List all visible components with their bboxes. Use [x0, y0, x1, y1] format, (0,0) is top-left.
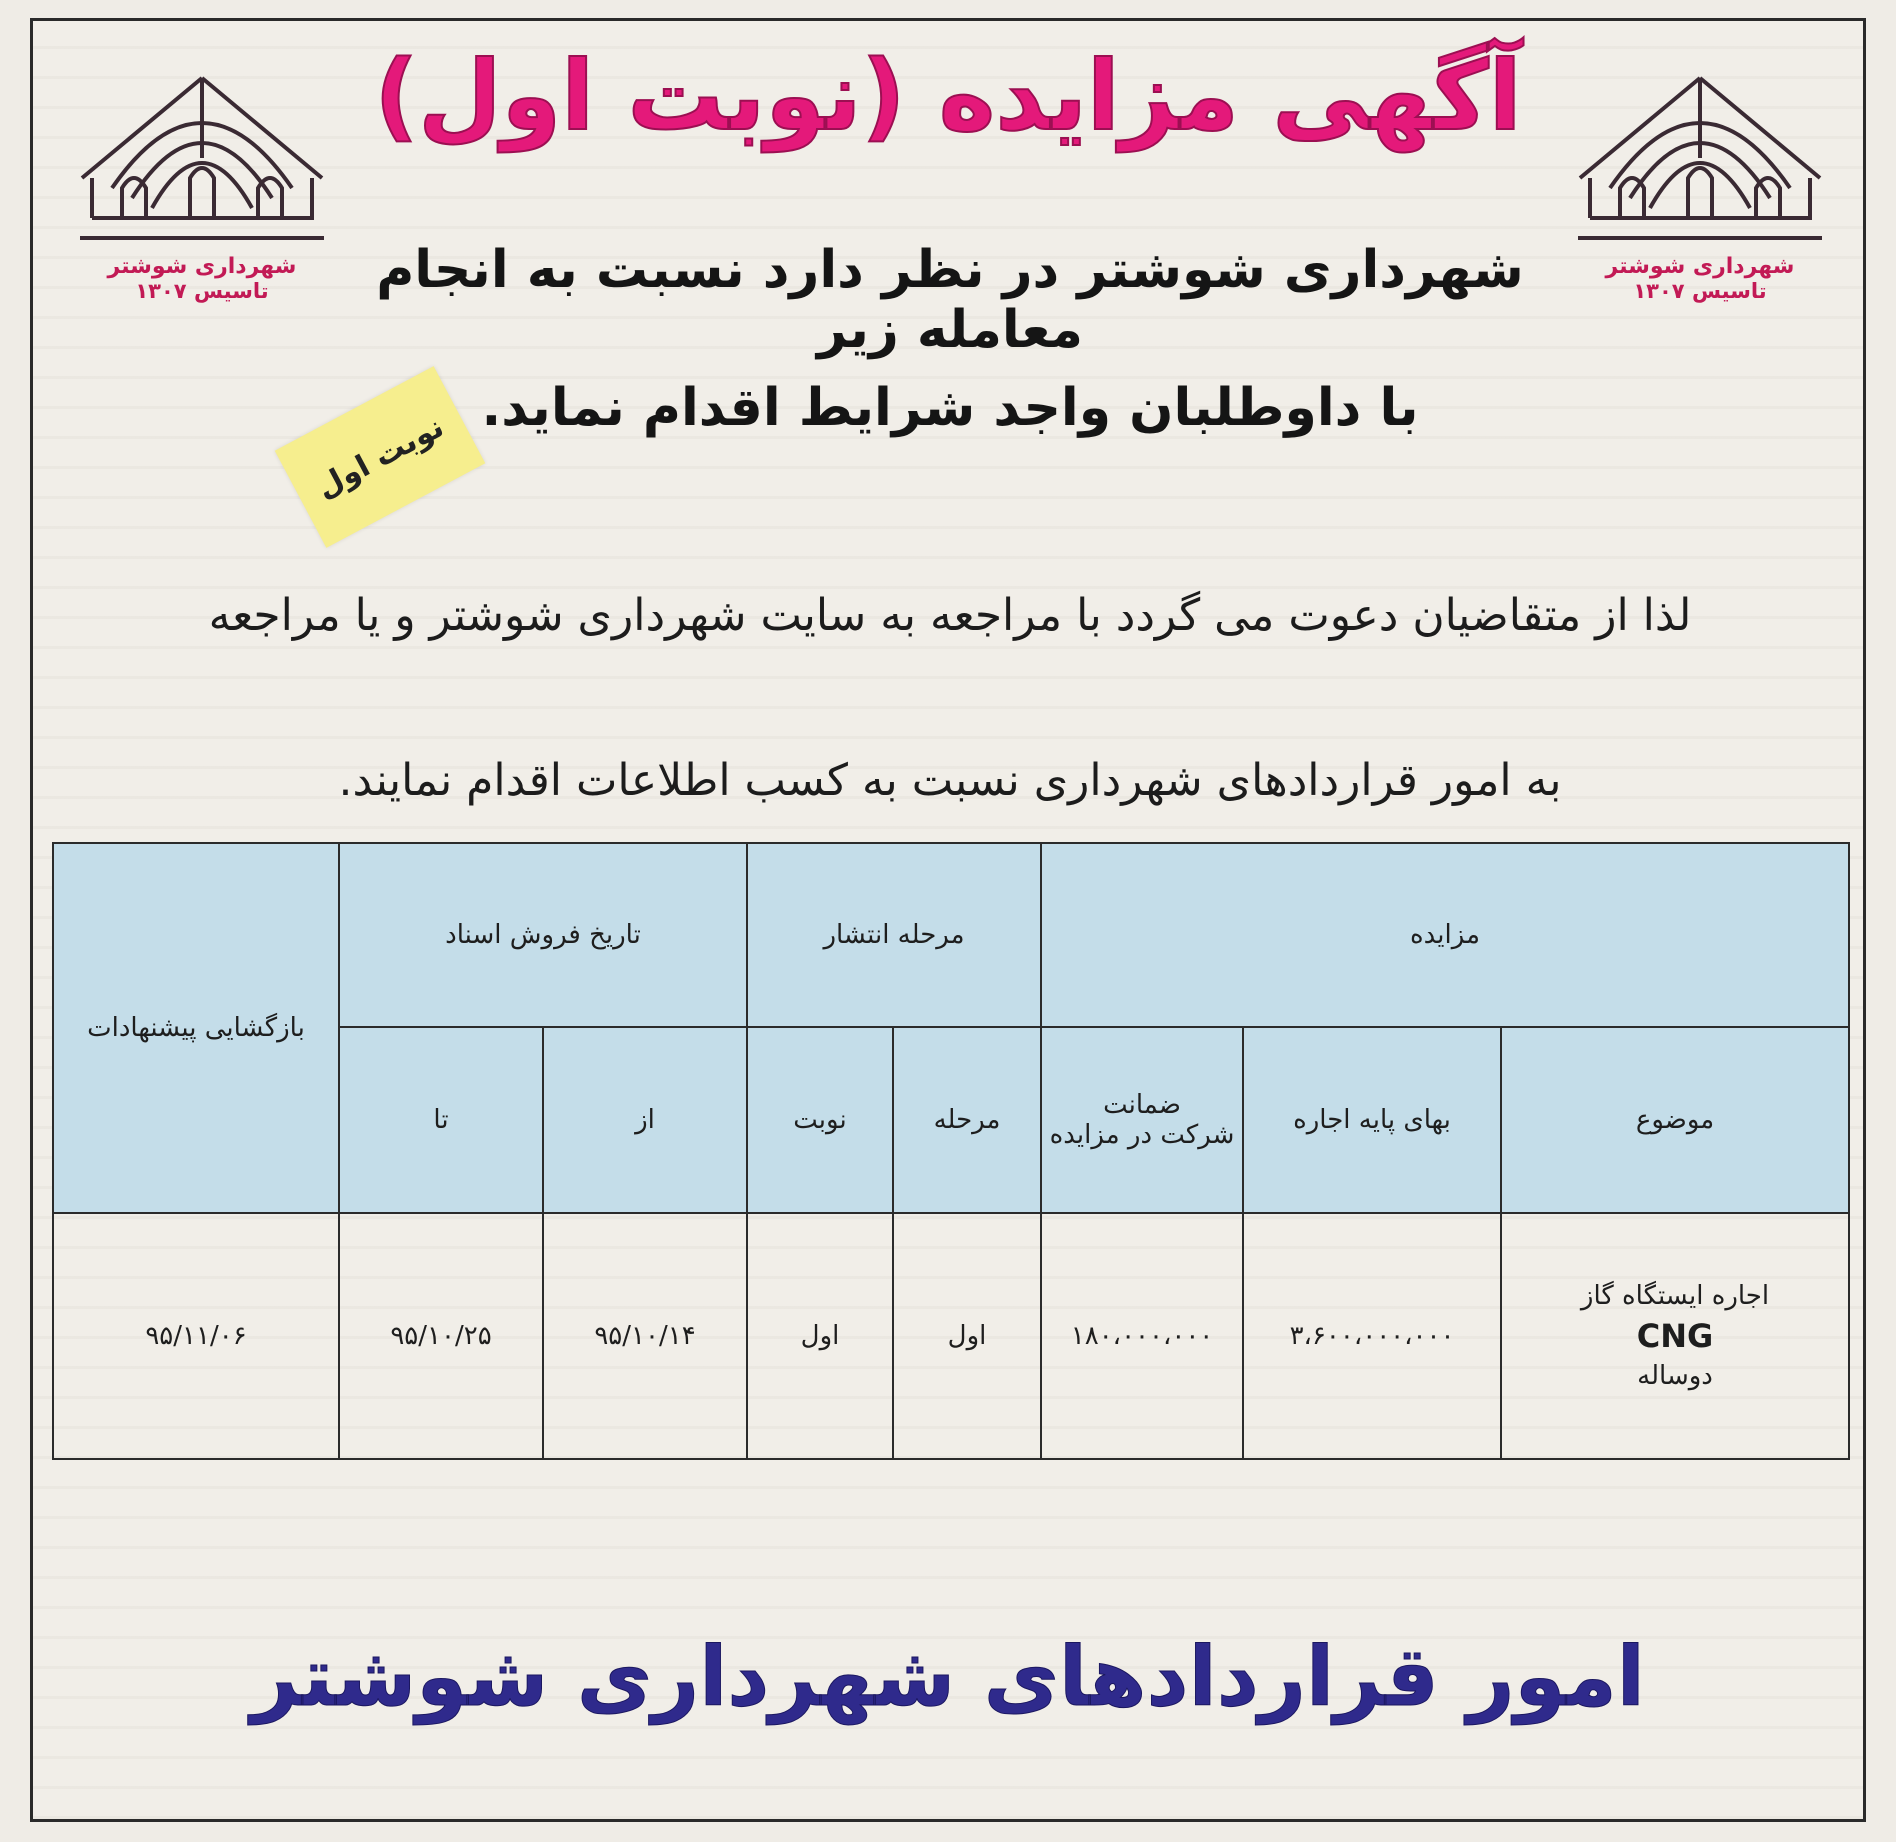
logo-right-name: شهرداری شوشتر	[1605, 254, 1795, 279]
first-round-stamp: نوبت اول	[275, 366, 486, 548]
header-stage: مرحله	[893, 1027, 1041, 1213]
logo-left-name: شهرداری شوشتر	[107, 254, 297, 279]
intro-line-2: با داوطلبان واجد شرایط اقدام نماید.	[481, 378, 1419, 438]
auction-table	[52, 842, 1850, 1460]
header-from: از	[543, 1027, 747, 1213]
cell-to-date: ۹۵/۱۰/۲۵	[339, 1213, 543, 1459]
header-subject: موضوع	[1501, 1027, 1849, 1213]
table-row	[53, 1213, 1849, 1459]
cell-from-date: ۹۵/۱۰/۱۴	[543, 1213, 747, 1459]
cell-round: اول	[747, 1213, 893, 1459]
group-header-opening: بازگشایی پیشنهادات	[53, 843, 339, 1213]
table-group-header-row	[53, 843, 1849, 1027]
header-base-rent: بهای پایه اجاره	[1243, 1027, 1501, 1213]
group-header-publication-stage: مرحله انتشار	[747, 843, 1041, 1027]
cell-base-rent: ۳،۶۰۰،۰۰۰،۰۰۰	[1243, 1213, 1501, 1459]
cell-opening-date: ۹۵/۱۱/۰۶	[53, 1213, 339, 1459]
header-to: تا	[339, 1027, 543, 1213]
group-header-auction: مزایده	[1041, 843, 1849, 1027]
header-round: نوبت	[747, 1027, 893, 1213]
footer-contracts-department: امور قراردادهای شهرداری شوشتر	[251, 1630, 1645, 1725]
group-header-doc-sale-date: تاریخ فروش اسناد	[339, 843, 747, 1027]
cell-stage: اول	[893, 1213, 1041, 1459]
intro-line-1: شهرداری شوشتر در نظر دارد نسبت به انجام معامله زیر	[376, 240, 1524, 360]
logo-right-year: تاسیس ۱۳۰۷	[1633, 279, 1767, 303]
body-line-1: لذا از متقاضیان دعوت می گردد با مراجعه به سایت شهرداری شوشتر و یا مراجعه	[208, 590, 1692, 641]
notice-title: آگهی مزایده (نوبت اول)	[374, 40, 1522, 152]
subject-line3: دوساله	[1637, 1361, 1713, 1391]
subject-line2: CNG	[1636, 1317, 1714, 1355]
cell-subject	[1501, 1213, 1849, 1459]
header-guarantee-line2: شرکت در مزایده	[1049, 1120, 1235, 1150]
header-guarantee-line1: ضمانت	[1103, 1090, 1181, 1120]
logo-left-year: تاسیس ۱۳۰۷	[135, 279, 269, 303]
subject-line1: اجاره ایستگاه گاز	[1580, 1281, 1770, 1311]
cell-guarantee: ۱۸۰،۰۰۰،۰۰۰	[1041, 1213, 1243, 1459]
header-guarantee	[1041, 1027, 1243, 1213]
body-line-2: به امور قراردادهای شهرداری نسبت به کسب اطلاعات اقدام نمایند.	[338, 755, 1562, 806]
